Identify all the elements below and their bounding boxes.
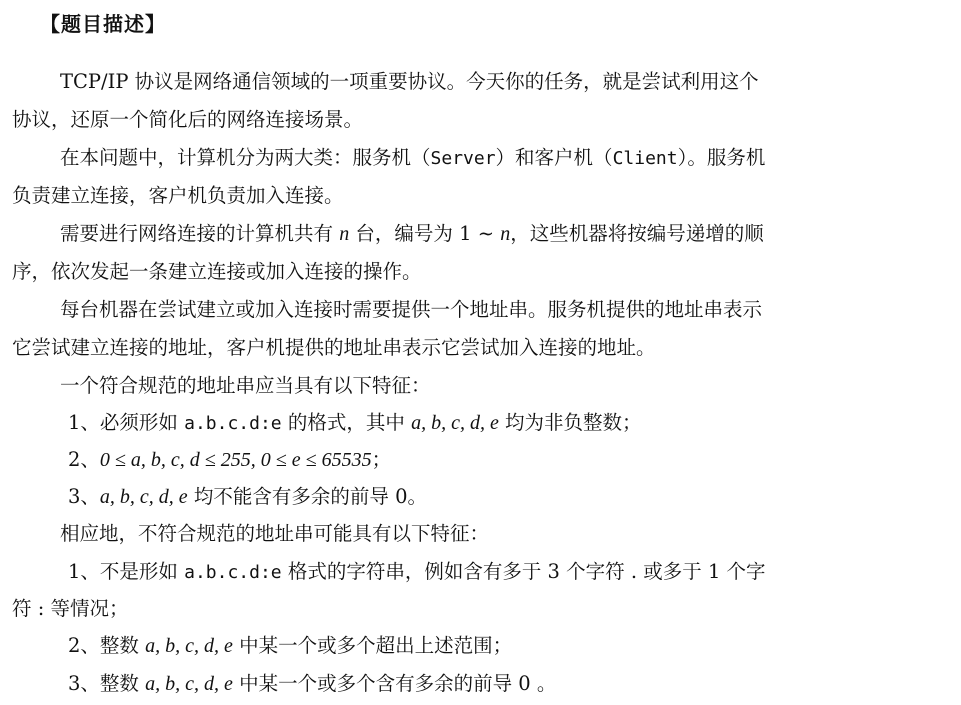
text-segment: 2、整数 [68,634,146,657]
text-segment: 1、必须形如 [68,411,185,434]
paragraph-line [60,146,765,171]
text-segment: 在本问题中，计算机分为两大类：服务机（ [60,146,431,169]
code-format: a.b.c.d:e [184,413,282,434]
math-vars: a, b, c, d, e [145,673,233,695]
math-vars: a, b, c, d, e [411,412,499,434]
section-heading: 【题目描述】 [40,12,166,36]
list-item [68,448,391,472]
list-item [68,672,556,696]
paragraph-line: 相应地，不符合规范的地址串可能具有以下特征： [60,522,490,545]
math-range: 0 ≤ a, b, c, d ≤ 255, 0 ≤ e ≤ 65535 [99,449,372,471]
math-vars: a, b, c, d, e [145,635,233,657]
list-item [68,411,642,436]
text-segment: 2、 [68,448,100,471]
paragraph-line: TCP/IP 协议是网络通信领域的一项重要协议。今天你的任务，就是尝试利用这个 [60,70,759,93]
paragraph-line: 符 : 等情况； [12,597,129,620]
text-segment: 台，编号为 1 ∼ [349,222,501,245]
paragraph-line: 一个符合规范的地址串应当具有以下特征： [60,374,431,397]
math-var: n [500,223,511,245]
text-segment: 均不能含有多余的前导 0。 [187,485,427,508]
text-segment: 3、整数 [68,672,146,695]
paragraph-line: 每台机器在尝试建立或加入连接时需要提供一个地址串。服务机提供的地址串表示 [60,298,763,321]
text-segment: ，这些机器将按编号递增的顺 [510,222,764,245]
list-item [68,560,766,585]
math-vars: a, b, c, d, e [99,486,188,508]
text-segment: 的格式，其中 [281,411,412,434]
paragraph-line: 它尝试建立连接的地址，客户机提供的地址串表示它尝试加入连接的地址。 [12,336,656,359]
text-segment: 1、不是形如 [68,560,185,583]
text-segment: 均为非负整数； [498,411,642,434]
list-item [68,634,512,658]
text-segment: ； [371,448,392,471]
code-server: Server [430,148,496,169]
paragraph-line: 协议，还原一个简化后的网络连接场景。 [12,108,364,131]
paragraph-line: 序，依次发起一条建立连接或加入连接的操作。 [12,260,422,283]
text-segment: 中某一个或多个含有多余的前导 0 。 [232,672,557,695]
code-client: Client [612,148,678,169]
paragraph-line: 负责建立连接，客户机负责加入连接。 [12,184,344,207]
text-segment: 格式的字符串，例如含有多于 3 个字符 . 或多于 1 个字 [281,560,766,583]
text-segment: ）和客户机（ [495,146,613,169]
text-segment: ）。服务机 [677,146,766,169]
code-format: a.b.c.d:e [184,562,282,583]
text-segment: 中某一个或多个超出上述范围； [232,634,513,657]
list-item [68,485,427,509]
text-segment: 3、 [68,485,100,508]
paragraph-line [60,222,764,246]
math-var: n [339,223,350,245]
text-segment: 需要进行网络连接的计算机共有 [60,222,340,245]
